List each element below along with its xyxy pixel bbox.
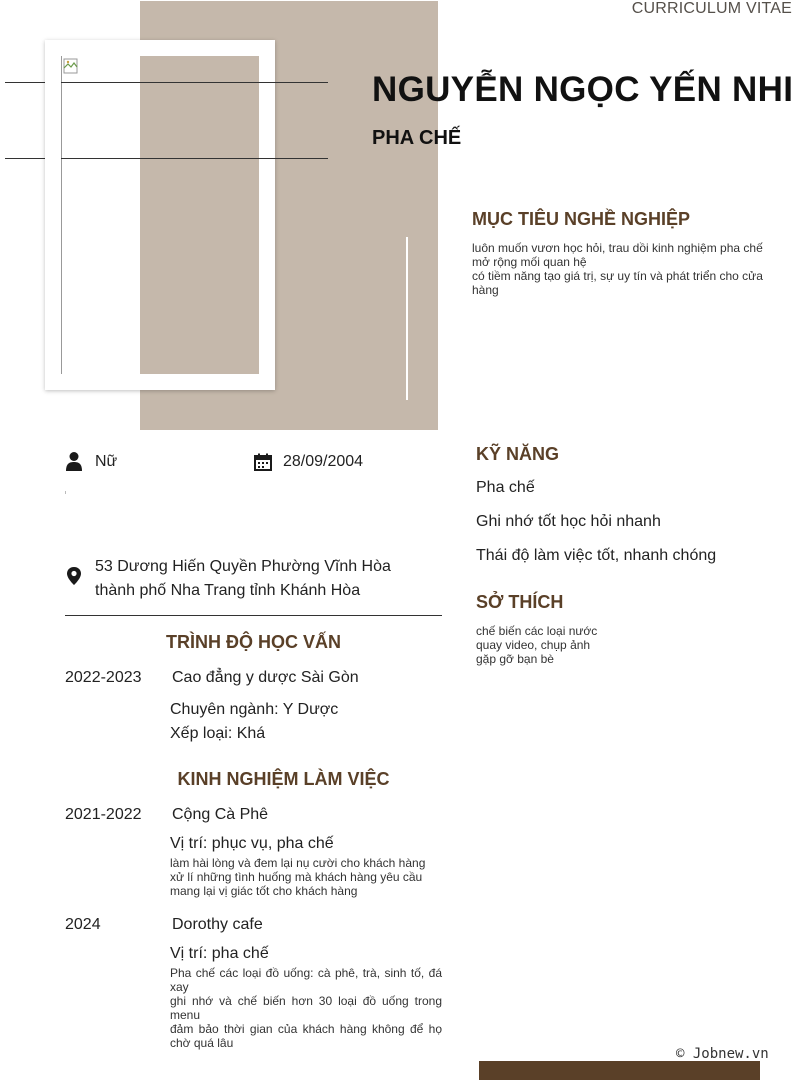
location-pin-icon	[65, 566, 83, 586]
address-line: 53 Dương Hiến Quyền Phường Vĩnh Hòa	[95, 558, 391, 575]
education-details	[170, 698, 338, 746]
education-major: Chuyên ngành: Y Dược	[170, 701, 339, 718]
experience-role: Vị trí: pha chế	[170, 945, 269, 962]
candidate-name: NGUYỄN NGỌC YẾN NHI	[372, 70, 794, 109]
candidate-position: PHA CHẾ	[372, 127, 462, 149]
experience-line: đảm bảo thời gian của khách hàng không để họ chờ quá lâu	[170, 1022, 442, 1050]
education-rank: Xếp loại: Khá	[170, 725, 266, 742]
experience-line: Pha chế các loại đồ uống: cà phê, trà, sinh tố, đá xay	[170, 966, 442, 994]
hobby-item: chế biến các loại nước	[476, 624, 598, 638]
skill-item: Pha chế	[476, 479, 535, 496]
experience-title: KINH NGHIỆM LÀM VIỆC	[177, 769, 390, 789]
experience-company: Dorothy cafe	[172, 916, 263, 933]
experience-description	[170, 856, 442, 898]
separator-dot	[65, 491, 66, 494]
cv-label: CURRICULUM VITAE	[631, 0, 792, 17]
skill-item: Thái độ làm việc tốt, nhanh chóng	[476, 547, 717, 564]
address	[95, 555, 391, 603]
decor-line-bottom-overlay	[61, 158, 328, 159]
hobbies-body	[476, 624, 726, 666]
watermark: © Jobnew.vn	[676, 1046, 769, 1062]
objective-title: MỤC TIÊU NGHỀ NGHIỆP	[472, 209, 691, 229]
hobbies-title: SỞ THÍCH	[476, 592, 564, 612]
education-period: 2022-2023	[65, 669, 142, 686]
address-line: thành phố Nha Trang tỉnh Khánh Hòa	[95, 582, 361, 599]
hobby-item: quay video, chụp ảnh	[476, 638, 591, 652]
vertical-divider	[406, 237, 408, 400]
education-title: TRÌNH ĐỘ HỌC VẤN	[166, 632, 341, 652]
experience-role: Vị trí: phục vụ, pha chế	[170, 835, 334, 852]
experience-line: mang lại vị giác tốt cho khách hàng	[170, 884, 358, 898]
decor-line-top-overlay	[61, 82, 328, 83]
experience-line: xử lí những tình huống mà khách hàng yêu cầu	[170, 870, 423, 884]
education-school: Cao đẳng y dược Sài Gòn	[172, 669, 359, 686]
calendar-icon	[254, 452, 272, 472]
objective-line: mở rộng mối quan hệ	[472, 255, 587, 269]
experience-description	[170, 966, 442, 1050]
objective-body	[472, 241, 772, 297]
birthday-value: 28/09/2004	[283, 453, 364, 470]
info-divider	[65, 615, 442, 616]
skills-title: KỸ NĂNG	[476, 444, 560, 464]
hobby-item: gặp gỡ bạn bè	[476, 652, 554, 666]
experience-company: Cộng Cà Phê	[172, 806, 269, 823]
broken-image-icon	[63, 58, 79, 74]
person-icon	[65, 451, 83, 471]
objective-line: luôn muốn vươn học hỏi, trau dồi kinh nghiệm pha chế	[472, 241, 763, 255]
objective-line: có tiềm năng tạo giá trị, sự uy tín và phát triển cho cửa hàng	[472, 269, 763, 297]
avatar-placeholder	[61, 56, 140, 374]
footer-bar	[479, 1061, 760, 1080]
gender-value: Nữ	[95, 453, 118, 470]
experience-period: 2021-2022	[65, 806, 142, 823]
skill-item: Ghi nhớ tốt học hỏi nhanh	[476, 513, 661, 530]
experience-period: 2024	[65, 916, 101, 933]
experience-line: làm hài lòng và đem lại nụ cười cho khách hàng	[170, 856, 426, 870]
experience-line: ghi nhớ và chế biến hơn 30 loại đồ uống trong menu	[170, 994, 442, 1022]
